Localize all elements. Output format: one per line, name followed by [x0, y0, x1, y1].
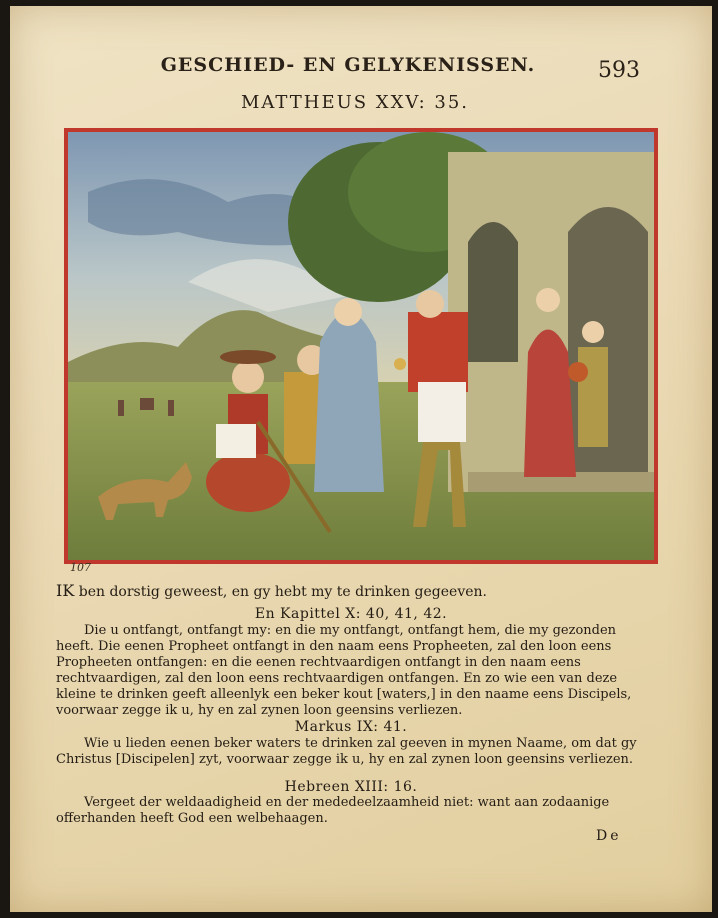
seated-woman-apron: [216, 424, 256, 458]
plate-number: 107: [70, 561, 91, 574]
scripture-paragraph: Wie u lieden eenen beker waters te drinken zal geeven in mynen Naame, om dat gy Christus [Discipelen] zyt, voorwaar zegge ik u, hy en zal zynen loon geensins verliezen.: [56, 736, 637, 767]
arch-doorway: [468, 222, 518, 362]
scripture-paragraph: Vergeet der weldaadigheid en der mededeelzaamheid niet: want aan zodaanige offerhanden heeft God een welbehaagen.: [56, 795, 610, 826]
woman-in-blue: [334, 298, 362, 326]
hand-colored-engraving: [64, 128, 658, 564]
scripture-paragraph: Die u ontfangt, ontfangt my: en die my ontfangt, ontfangt hem, die my gezonden heeft. Die eenen Propheet ontfangt in den naam eens Propheeten, zal den loon eens Propheeten ontfangen: en die eenen rechtvaardigen ontfangt in den naam eens rechtvaardigen, zal den loon eens rechtvaardigen ontfangen. En zo wie een van deze kleine te drinken geeft alleenlyk een beker kout [waters,] in den naame eens Discipels, voorwaar zegge ik u, hy en zal zynen loon geensins verliezen.: [56, 623, 632, 718]
woman-in-doorway: [536, 288, 560, 312]
man-in-red: [408, 312, 468, 392]
seated-woman: [206, 452, 290, 512]
engraving-illustration: [68, 132, 654, 560]
seated-woman: [232, 361, 264, 393]
jug: [568, 362, 588, 382]
woman-in-blue: [314, 312, 384, 492]
running-title: GESCHIED- EN GELYKENISSEN.: [160, 54, 536, 76]
seated-woman-hat: [220, 350, 276, 364]
opening-verse: [56, 583, 646, 600]
section-heading: Hebreen XIII: 16.: [284, 779, 418, 795]
page-number: 593: [598, 58, 640, 83]
catchword: De: [596, 828, 622, 844]
man-in-red: [416, 290, 444, 318]
section-heading: Markus IX: 41.: [294, 719, 408, 735]
section-heading: En Kapittel X: 40, 41, 42.: [254, 606, 448, 622]
child-in-doorway: [582, 321, 604, 343]
opening-capitals: IK: [56, 581, 75, 600]
cup: [394, 358, 406, 370]
scripture-reference-heading: MATTHEUS XXV: 35.: [240, 92, 470, 113]
child-in-doorway: [578, 347, 608, 447]
man-in-red-apron: [418, 382, 466, 442]
opening-verse-text: ben dorstig geweest, en gy hebt my te drinken gegeeven.: [74, 584, 487, 600]
